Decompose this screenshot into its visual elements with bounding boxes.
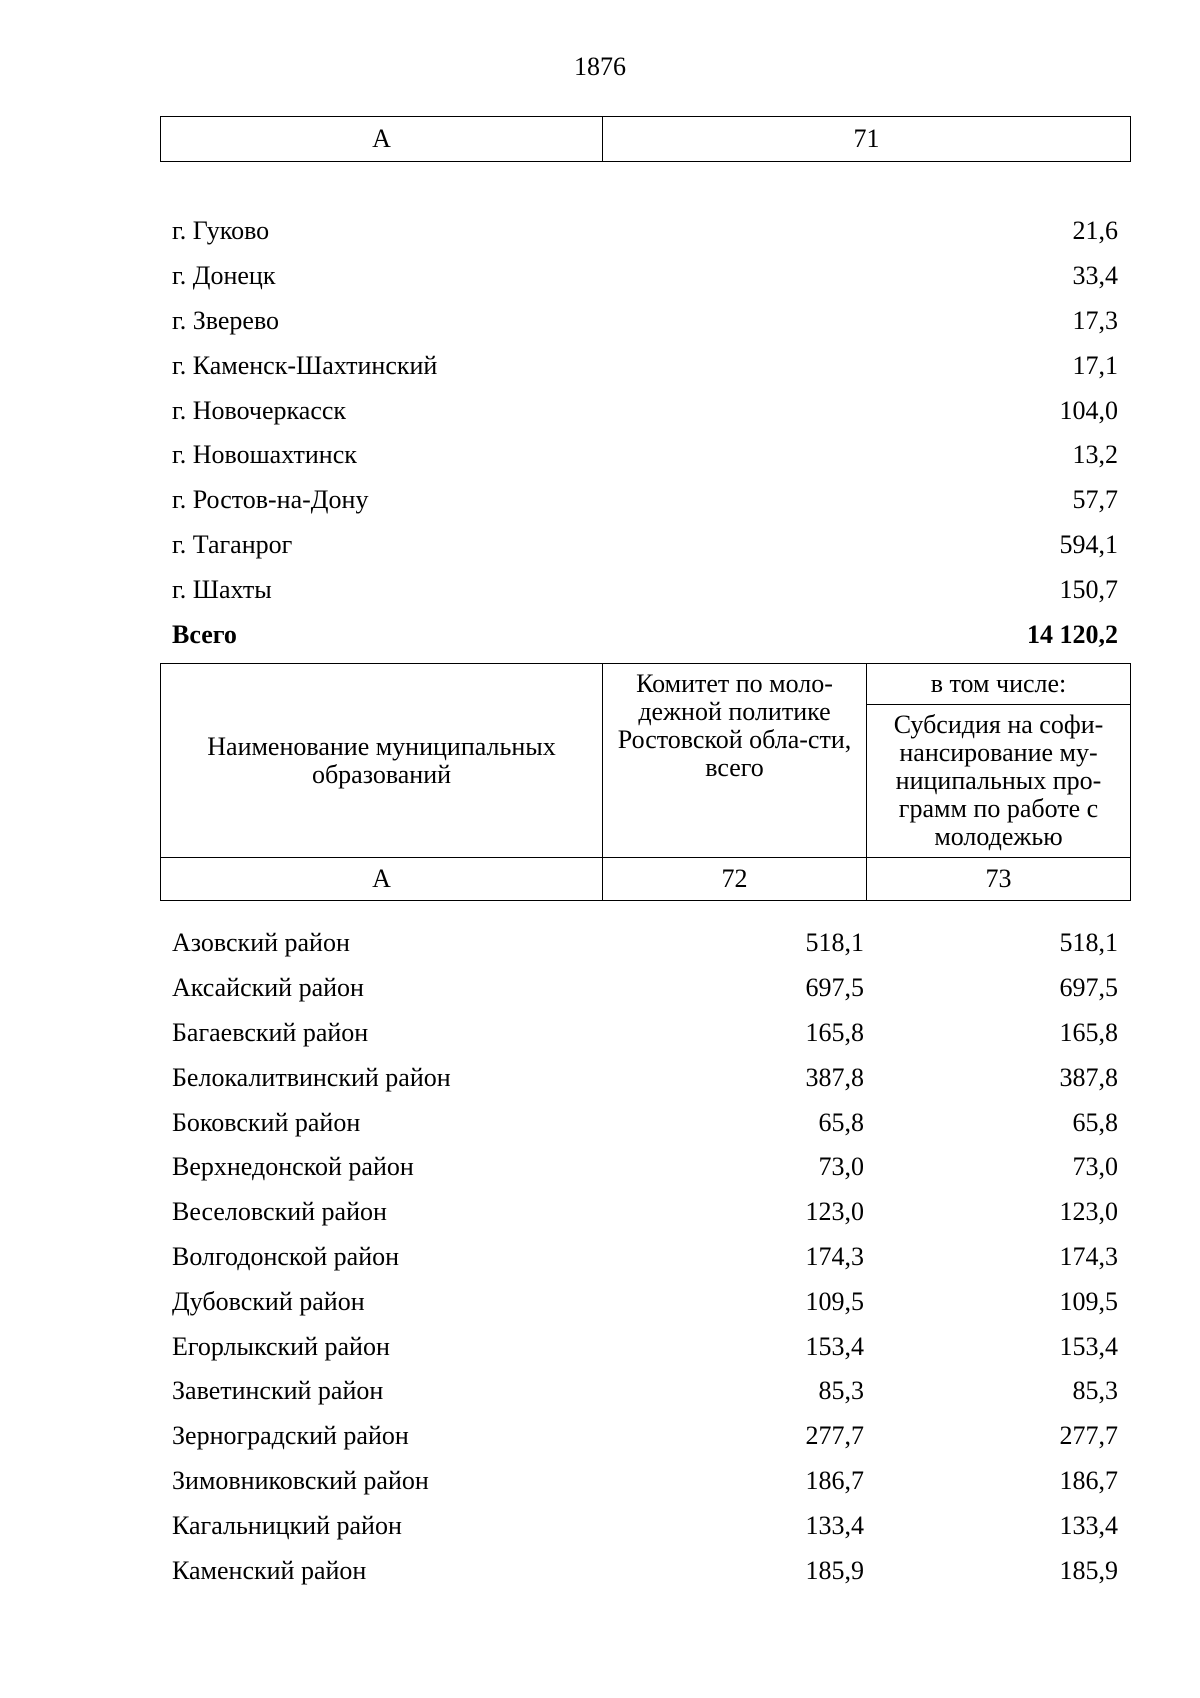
- table-row: [160, 1235, 1130, 1280]
- header-including: в том числе:: [867, 664, 1131, 705]
- header-subsidy: Субсидия на софи-нансирование му-ниципальных про-грамм по работе с молодежью: [867, 705, 1131, 858]
- table-row: [160, 1055, 1130, 1100]
- district-subsidy-value: 174,3: [1059, 1241, 1118, 1271]
- municipality-name: г. Донецк: [172, 261, 276, 291]
- district-name: Волгодонской район: [172, 1241, 400, 1271]
- bottom-list: [160, 921, 1130, 1593]
- municipality-name: г. Каменск-Шахтинский: [172, 350, 438, 380]
- table-row: [160, 1414, 1130, 1459]
- district-total-value: 123,0: [805, 1197, 864, 1227]
- district-subsidy-value: 697,5: [1059, 973, 1118, 1003]
- municipality-value: 13,2: [1072, 440, 1118, 470]
- district-name: Белокалитвинский район: [172, 1062, 451, 1092]
- district-name: Дубовский район: [172, 1286, 365, 1316]
- municipality-name: г. Шахты: [172, 574, 272, 604]
- municipality-value: 17,1: [1072, 350, 1118, 380]
- district-subsidy-value: 109,5: [1059, 1286, 1118, 1316]
- district-name: Веселовский район: [172, 1197, 387, 1227]
- district-total-value: 697,5: [805, 973, 864, 1003]
- municipality-name: г. Новочеркасск: [172, 395, 347, 425]
- municipality-value: 594,1: [1059, 529, 1118, 559]
- table-row: [160, 1011, 1130, 1056]
- district-total-value: 185,9: [805, 1555, 864, 1585]
- header-num-72: 72: [603, 858, 867, 901]
- district-name: Азовский район: [172, 928, 350, 958]
- list-item: [160, 523, 1130, 568]
- table-row: [160, 1503, 1130, 1548]
- municipality-name: г. Ростов-на-Дону: [172, 485, 369, 515]
- district-total-value: 133,4: [805, 1510, 864, 1540]
- municipality-value: 150,7: [1059, 574, 1118, 604]
- total-value: 14 120,2: [1027, 619, 1118, 649]
- district-total-value: 73,0: [818, 1152, 864, 1182]
- district-total-value: 518,1: [805, 928, 864, 958]
- district-name: Аксайский район: [172, 973, 364, 1003]
- district-subsidy-value: 387,8: [1059, 1062, 1118, 1092]
- district-subsidy-value: 133,4: [1059, 1510, 1118, 1540]
- table-row: [160, 921, 1130, 966]
- municipality-name: г. Гуково: [172, 216, 270, 246]
- district-subsidy-value: 186,7: [1059, 1465, 1118, 1495]
- list-item: [160, 299, 1130, 344]
- district-name: Зимовниковский район: [172, 1465, 429, 1495]
- municipality-value: 104,0: [1059, 395, 1118, 425]
- total-label: Всего: [172, 619, 237, 649]
- district-total-value: 153,4: [805, 1331, 864, 1361]
- header-committee-total: Комитет по моло-дежной политике Ростовской обла-сти, всего: [603, 664, 867, 858]
- list-item: [160, 254, 1130, 299]
- district-name: Егорлыкский район: [172, 1331, 390, 1361]
- district-total-value: 109,5: [805, 1286, 864, 1316]
- header-num-a: А: [161, 858, 603, 901]
- table-row: [160, 1324, 1130, 1369]
- district-total-value: 387,8: [805, 1062, 864, 1092]
- list-item: [160, 343, 1130, 388]
- municipality-name: г. Новошахтинск: [172, 440, 357, 470]
- district-total-value: 186,7: [805, 1465, 864, 1495]
- total-row: [160, 612, 1130, 657]
- municipality-value: 21,6: [1072, 216, 1118, 246]
- municipality-value: 57,7: [1072, 485, 1118, 515]
- district-subsidy-value: 85,3: [1072, 1376, 1118, 1406]
- header-municipality-name: Наименование муниципальных образований: [161, 664, 603, 858]
- district-name: Багаевский район: [172, 1017, 369, 1047]
- top-list: [160, 209, 1130, 657]
- municipality-name: г. Таганрог: [172, 529, 293, 559]
- table-row: [160, 1548, 1130, 1593]
- table-row: [160, 1145, 1130, 1190]
- district-subsidy-value: 518,1: [1059, 928, 1118, 958]
- list-item: [160, 478, 1130, 523]
- top-header-table: [160, 116, 1131, 162]
- table-row: [160, 1100, 1130, 1145]
- table-row: [160, 1369, 1130, 1414]
- district-subsidy-value: 165,8: [1059, 1017, 1118, 1047]
- district-total-value: 277,7: [805, 1421, 864, 1451]
- table-row: [160, 1459, 1130, 1504]
- header-col-71: 71: [603, 117, 1131, 162]
- list-item: [160, 388, 1130, 433]
- district-subsidy-value: 73,0: [1072, 1152, 1118, 1182]
- district-name: Зерноградский район: [172, 1421, 409, 1451]
- district-total-value: 65,8: [818, 1107, 864, 1137]
- municipality-value: 17,3: [1072, 305, 1118, 335]
- district-name: Боковский район: [172, 1107, 361, 1137]
- district-subsidy-value: 65,8: [1072, 1107, 1118, 1137]
- district-total-value: 165,8: [805, 1017, 864, 1047]
- list-item: [160, 433, 1130, 478]
- table-row: [160, 966, 1130, 1011]
- district-name: Верхнедонской район: [172, 1152, 414, 1182]
- second-header-table: [160, 663, 1131, 901]
- district-subsidy-value: 123,0: [1059, 1197, 1118, 1227]
- district-subsidy-value: 185,9: [1059, 1555, 1118, 1585]
- district-total-value: 85,3: [818, 1376, 864, 1406]
- table-row: [160, 1279, 1130, 1324]
- district-total-value: 174,3: [805, 1241, 864, 1271]
- district-name: Заветинский район: [172, 1376, 384, 1406]
- district-subsidy-value: 153,4: [1059, 1331, 1118, 1361]
- list-item: [160, 567, 1130, 612]
- municipality-name: г. Зверево: [172, 305, 280, 335]
- header-num-73: 73: [867, 858, 1131, 901]
- district-name: Каменский район: [172, 1555, 367, 1585]
- list-item: [160, 209, 1130, 254]
- table-row: [160, 1190, 1130, 1235]
- district-subsidy-value: 277,7: [1059, 1421, 1118, 1451]
- municipality-value: 33,4: [1072, 261, 1118, 291]
- district-name: Кагальницкий район: [172, 1510, 402, 1540]
- header-col-a: А: [161, 117, 603, 162]
- page-number: 1876: [574, 52, 626, 81]
